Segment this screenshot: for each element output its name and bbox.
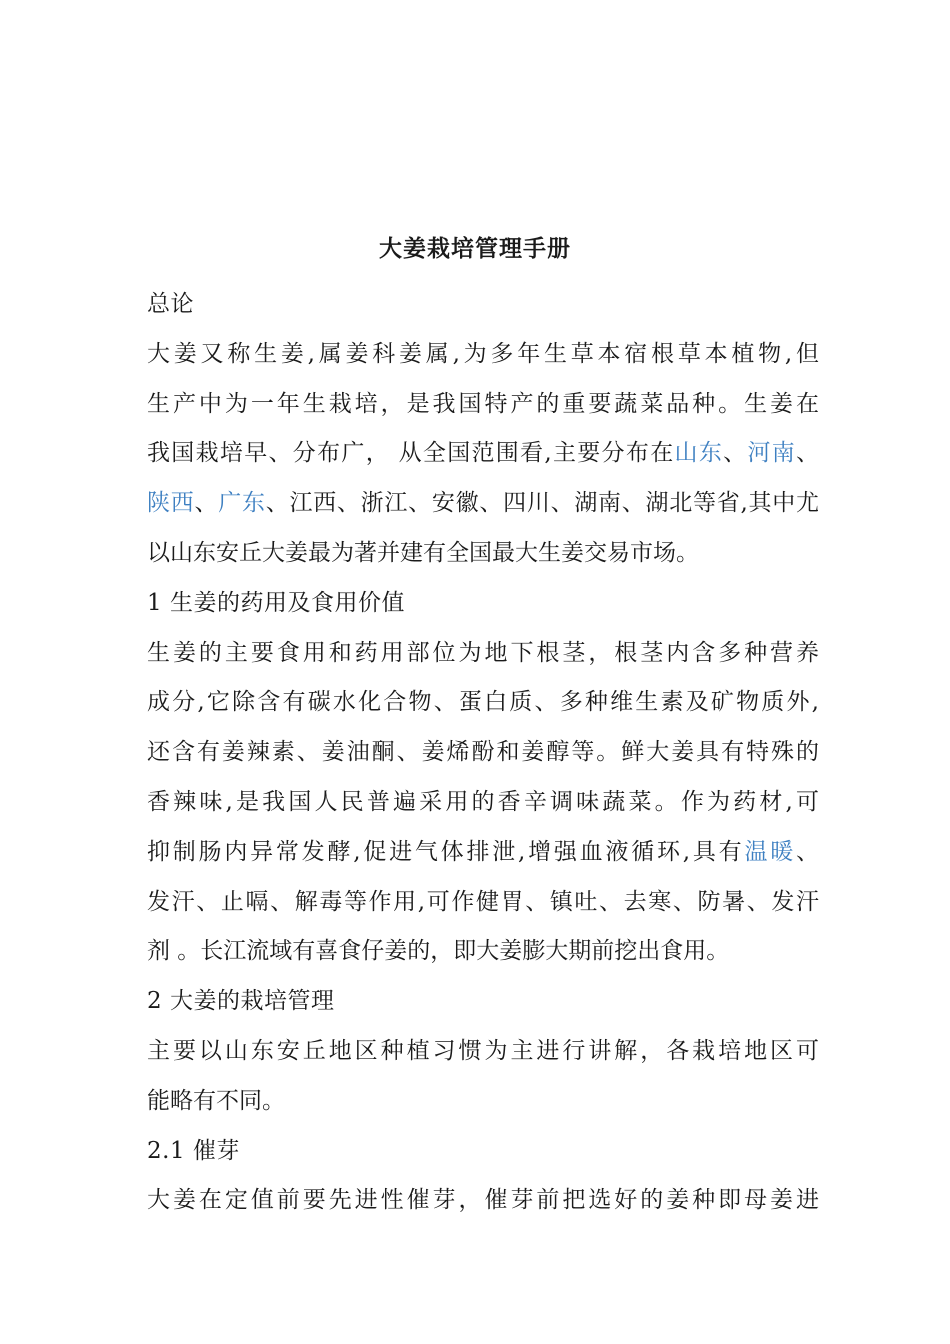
paragraph-line (147, 828, 819, 878)
text-span: 、江西、浙江、安徽、四川、湖南、湖北等省,其中尤 (265, 490, 820, 517)
paragraph-line: 以山东安丘大姜最为著并建有全国最大生姜交易市场。 (147, 539, 699, 566)
section-heading-value: 1 生姜的药用及食用价值 (147, 589, 405, 616)
paragraph-line: 成分,它除含有碳水化合物、蛋白质、多种维生素及矿物质外, (147, 689, 819, 716)
link-guangdong[interactable]: 广东 (218, 490, 266, 517)
text-span: 、 (796, 838, 819, 865)
document-body (147, 280, 819, 1226)
text-span: 抑制肠内异常发酵,促进气体排泄,增强血液循环,具有 (147, 838, 745, 865)
section-heading-cultivation: 2 大姜的栽培管理 (147, 988, 335, 1015)
paragraph-line: 主要以山东安丘地区种植习惯为主进行讲解，各栽培地区可 (147, 1037, 819, 1064)
text-span: 、 (194, 490, 219, 517)
paragraph-line: 能略有不同。 (147, 1087, 285, 1114)
section-heading-overview: 总论 (147, 291, 194, 317)
paragraph-line: 剂 。长江流域有喜食仔姜的，即大姜膨大期前挖出食用。 (147, 938, 730, 965)
paragraph-line: 生产中为一年生栽培，是我国特产的重要蔬菜品种。生姜在 (147, 390, 819, 417)
paragraph-line: 还含有姜辣素、姜油酮、姜烯酚和姜醇等。鲜大姜具有特殊的 (147, 739, 819, 766)
paragraph-line (147, 429, 819, 479)
link-henan[interactable]: 河南 (747, 440, 797, 467)
document-title: 大姜栽培管理手册 (379, 235, 571, 262)
paragraph-line (147, 479, 819, 529)
link-warming[interactable]: 温暖 (744, 838, 796, 865)
link-shaanxi[interactable]: 陕西 (147, 490, 195, 517)
paragraph-line: 香辣味,是我国人民普遍采用的香辛调味蔬菜。作为药材,可 (147, 788, 819, 815)
paragraph-line: 大姜又称生姜,属姜科姜属,为多年生草本宿根草本植物,但 (147, 340, 819, 367)
link-shandong[interactable]: 山东 (674, 440, 724, 467)
text-span: 、 (723, 440, 748, 467)
section-heading-sprouting: 2.1 催芽 (147, 1137, 240, 1164)
paragraph-line: 生姜的主要食用和药用部位为地下根茎，根茎内含多种营养 (147, 639, 819, 666)
paragraph-line: 大姜在定值前要先进性催芽，催芽前把选好的姜种即母姜进 (147, 1187, 819, 1214)
text-span: 、 (796, 440, 820, 467)
paragraph-line: 发汗、止嗝、解毒等作用,可作健胃、镇吐、去寒、防暑、发汗 (147, 888, 819, 915)
text-span: 我国栽培早、分布广， 从全国范围看,主要分布在 (147, 440, 675, 467)
